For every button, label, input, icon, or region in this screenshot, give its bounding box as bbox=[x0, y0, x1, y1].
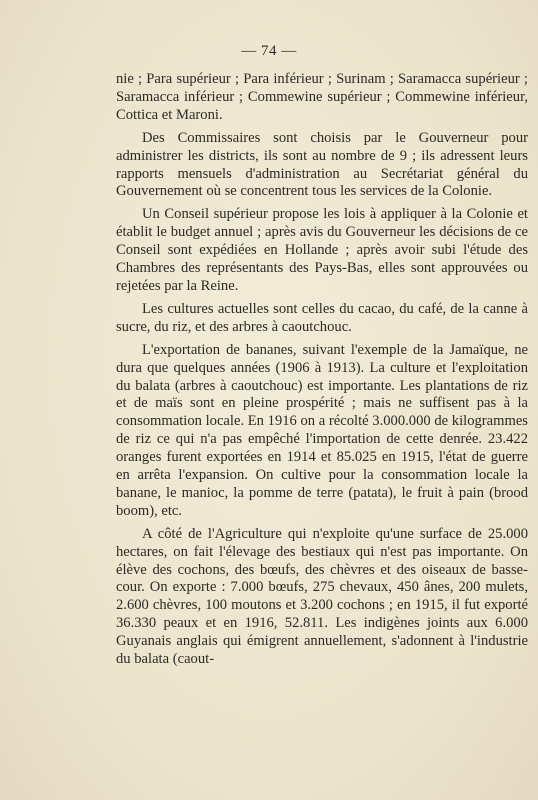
paragraph-conseil-superieur: Un Conseil supérieur propose les lois à appliquer à la Colonie et établit le budget annuel ; après avis du Gouverneur les décisions de ce Conseil sont expédiées en Hollande ; après avoir subi l'étude des Chambres des représentants des Pays-Bas, elles sont approuvées ou rejetées par la Reine. bbox=[116, 206, 528, 294]
paragraph-commissaires: Des Commissaires sont choisis par le Gouverneur pour administrer les districts, ils sont au nombre de 9 ; ils adressent leurs rapports mensuels d'administration au Secrétariat général du Gouvernement où se concentrent tous les services de la Colonie. bbox=[116, 129, 528, 200]
paragraph-cultures: Les cultures actuelles sont celles du cacao, du café, de la canne à sucre, du riz, et des arbres à caoutchouc. bbox=[116, 300, 528, 335]
page-number: — 74 — bbox=[241, 43, 297, 59]
paragraph-exportation: L'exportation de bananes, suivant l'exemple de la Jamaïque, ne dura que quelques années (1906 à 1913). La culture et l'exploitation du balata (arbres à caoutchouc) est importante. Les plantations de riz et de maïs sont en pleine prospérité ; mais ne suffisent pas à la consommation locale. En 1916 on a récolté 3.000.000 de kilogrammes de riz ce qui n'a pas empêché l'importation de cette denrée. 23.422 oranges furent exportées en 1914 et 85.025 en 1915, l'état de guerre en arrêta l'expansion. On cultive pour la consommation locale la banane, le manioc, la pomme de terre (patata), le fruit à pain (brood boom), etc. bbox=[116, 341, 528, 519]
text-body bbox=[116, 71, 528, 674]
paragraph-agriculture-elevage: A côté de l'Agriculture qui n'exploite qu'une surface de 25.000 hectares, on fait l'élevage des bestiaux qui n'est pas importante. On élève des cochons, des bœufs, des chèvres et des oiseaux de basse-cour. On exporte : 7.000 bœufs, 275 chevaux, 450 ânes, 200 mulets, 2.600 chèvres, 100 moutons et 3.200 cochons ; en 1915, il fut exporté 36.330 peaux et en 1916, 52.811. Les indigènes joints aux 6.000 Guyanais anglais qui émigrent annuellement, s'adonnent à l'industrie du balata (caout- bbox=[116, 525, 528, 668]
paragraph-continuation: nie ; Para supérieur ; Para inférieur ; Surinam ; Saramacca supérieur ; Saramacca inférieur ; Commewine supérieur ; Commewine inférieur, Cottica et Maroni. bbox=[116, 71, 528, 123]
